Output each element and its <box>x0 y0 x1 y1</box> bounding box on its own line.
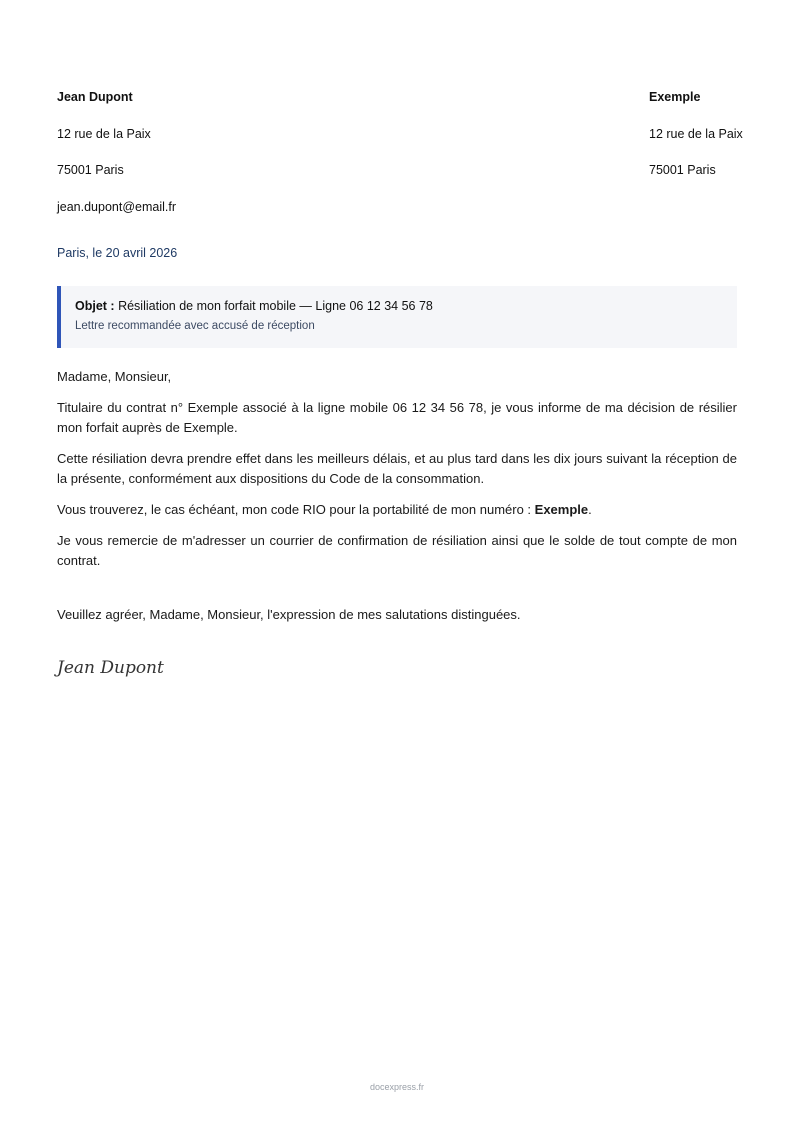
subject-text: Résiliation de mon forfait mobile — Ligne 06 12 34 56 78 <box>118 299 433 313</box>
footer-brand: docexpress.fr <box>369 1082 425 1092</box>
recipient-city: 75001 Paris <box>649 163 716 177</box>
letter-body <box>57 367 737 582</box>
letter-date: Paris, le 20 avril 2026 <box>57 246 178 260</box>
sender-email: jean.dupont@email.fr <box>57 199 177 214</box>
sender-block <box>57 88 176 234</box>
subject-note: Lettre recommandée avec accusé de réception <box>75 320 315 332</box>
paragraph-effect: Cette résiliation devra prendre effet dans les meilleurs délais, et au plus tard dans les dix jours suivant la réception de la présente, conformément aux dispositions du Code de la consommation. <box>57 451 737 486</box>
recipient-name: Exemple <box>649 90 701 104</box>
sender-street: 12 rue de la Paix <box>57 126 151 141</box>
paragraph-contract: Titulaire du contrat n° Exemple associé à la ligne mobile 06 12 34 56 78, je vous informe de ma décision de résilier mon forfait auprès de Exemple. <box>57 400 737 435</box>
subject-line <box>75 297 737 315</box>
sender-city: 75001 Paris <box>57 163 124 177</box>
subject-box <box>57 286 737 348</box>
signature: Jean Dupont <box>57 658 164 678</box>
closing-formula: Veuillez agréer, Madame, Monsieur, l'expression de mes salutations distinguées. <box>57 607 521 622</box>
greeting: Madame, Monsieur, <box>57 369 172 384</box>
rio-text: Vous trouverez, le cas échéant, mon code RIO pour la portabilité de mon numéro : <box>57 502 535 517</box>
rio-suffix: . <box>588 502 592 517</box>
recipient-block <box>649 88 743 198</box>
sender-name: Jean Dupont <box>57 90 133 104</box>
paragraph-confirmation: Je vous remercie de m'adresser un courrier de confirmation de résiliation ainsi que le solde de tout compte de mon contrat. <box>57 533 737 568</box>
subject-label: Objet : <box>75 299 115 313</box>
recipient-street: 12 rue de la Paix <box>649 126 743 141</box>
rio-code: Exemple <box>534 502 589 517</box>
letter-page <box>57 0 743 1123</box>
paragraph-rio <box>57 500 737 520</box>
